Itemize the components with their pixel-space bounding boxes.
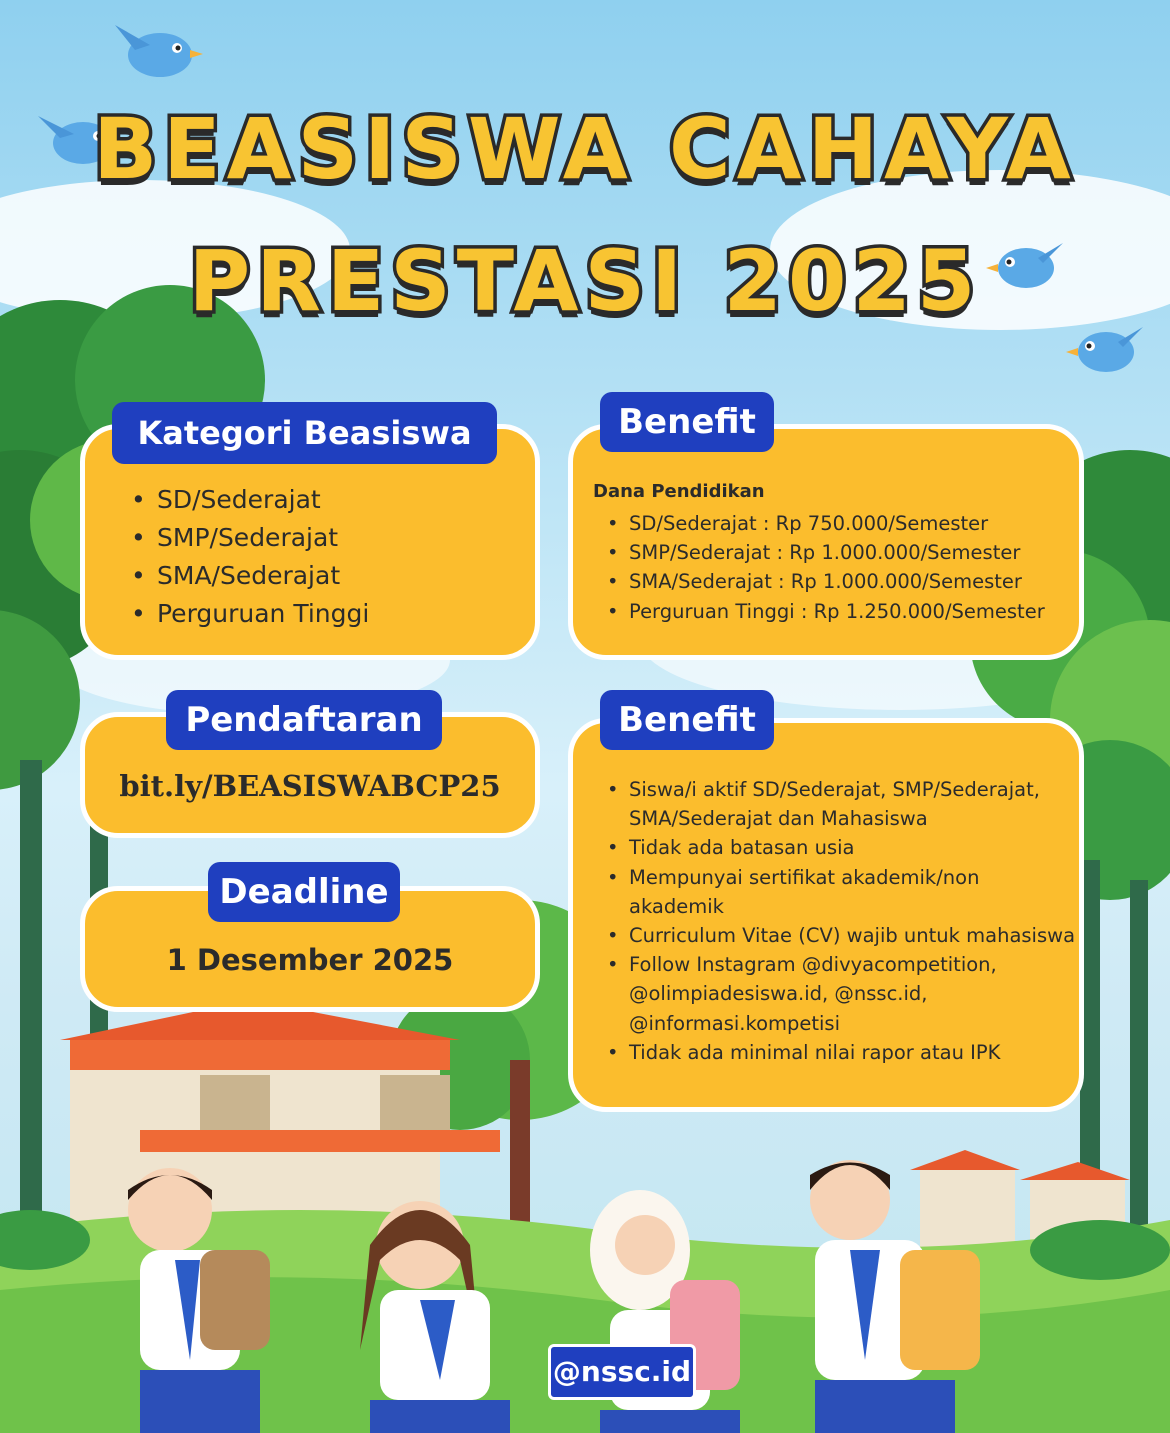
list-item: • SMP/Sederajat : Rp 1.000.000/Semester <box>629 538 1045 567</box>
list-item: • SMA/Sederajat : Rp 1.000.000/Semester <box>629 567 1045 596</box>
deadline-tag: Deadline <box>208 862 400 922</box>
list-item: • Perguruan Tinggi : Rp 1.250.000/Semester <box>629 597 1045 626</box>
list-item: • Tidak ada batasan usia <box>629 833 1079 862</box>
pendaftaran-tag: Pendaftaran <box>166 690 442 750</box>
list-item: • SMA/Sederajat <box>157 557 369 595</box>
list-item: • Mempunyai sertifikat akademik/non akademik <box>629 863 1079 921</box>
benefit-tag-2: Benefit <box>600 690 774 750</box>
kategori-tag: Kategori Beasiswa <box>112 402 497 464</box>
list-item: • SD/Sederajat : Rp 750.000/Semester <box>629 509 1045 538</box>
list-item: • SMP/Sederajat <box>157 519 369 557</box>
deadline-date: 1 Desember 2025 <box>166 943 454 977</box>
list-item: • Siswa/i aktif SD/Sederajat, SMP/Sederajat, SMA/Sederajat dan Mahasiswa <box>629 775 1079 833</box>
list-item: • Perguruan Tinggi <box>157 595 369 633</box>
list-item: • Follow Instagram @divyacompetition, @olimpiadesiswa.id, @nssc.id, @informasi.kompetisi <box>629 950 1079 1038</box>
list-item: • Curriculum Vitae (CV) wajib untuk mahasiswa <box>629 921 1079 950</box>
dana-heading: Dana Pendidikan <box>593 481 765 502</box>
benefit-tag-1: Benefit <box>600 392 774 452</box>
title-line-2: PRESTASI 2025 <box>188 232 982 330</box>
list-item: • Tidak ada minimal nilai rapor atau IPK <box>629 1038 1079 1067</box>
instagram-handle-badge: @nssc.id <box>548 1344 696 1400</box>
registration-link[interactable]: bit.ly/BEASISWABCP25 <box>119 769 501 803</box>
title-line-1: BEASISWA CAHAYA <box>93 100 1077 198</box>
list-item: • SD/Sederajat <box>157 481 369 519</box>
